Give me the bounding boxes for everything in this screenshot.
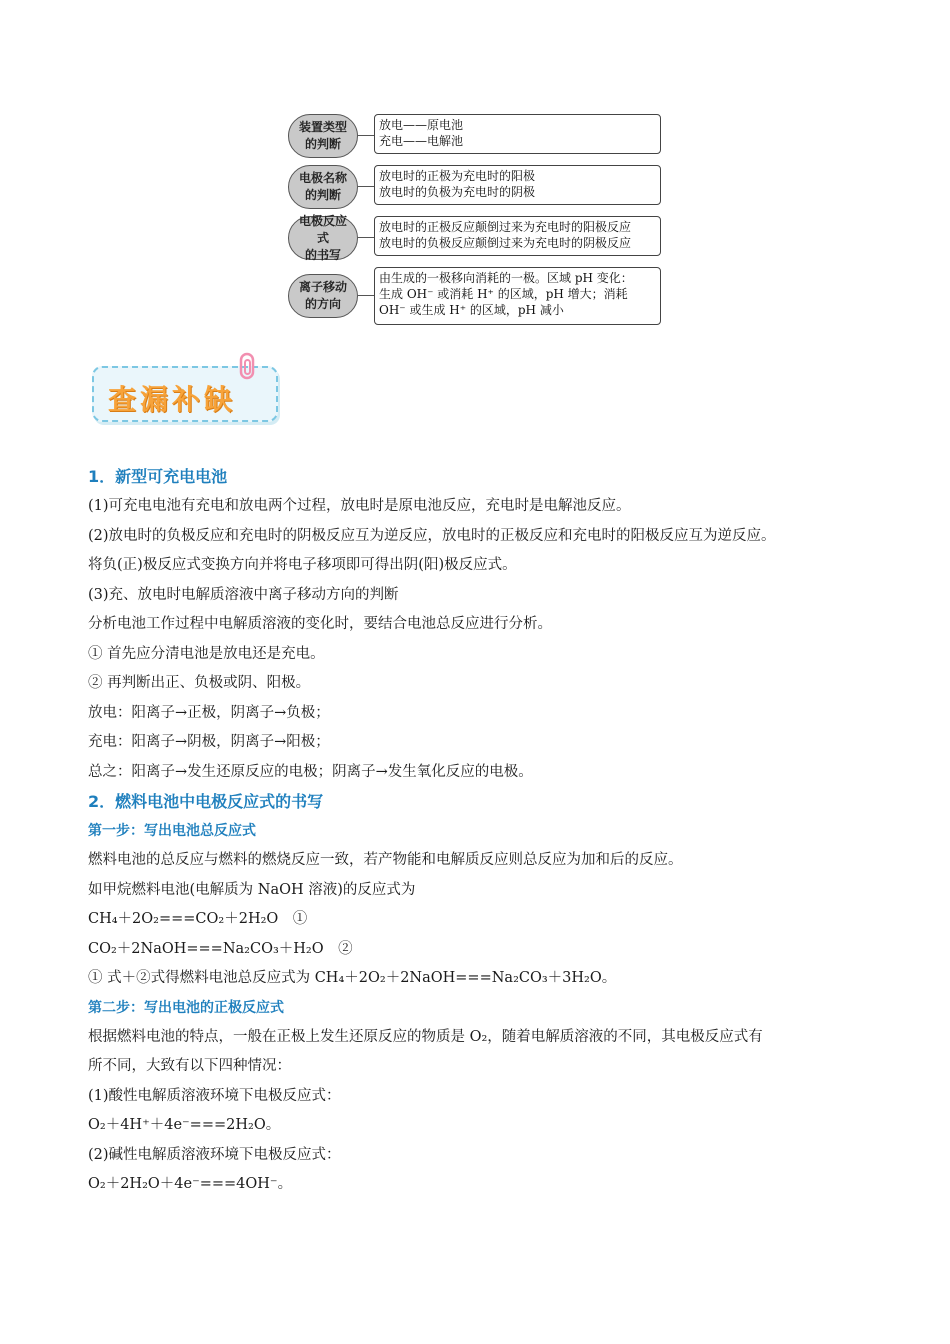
- paperclip-icon: [238, 352, 258, 382]
- map-label-line: 的书写: [304, 247, 341, 262]
- paragraph: (2)碱性电解质溶液环境下电极反应式：: [88, 1146, 341, 1163]
- equation: CO₂＋2NaOH===Na₂CO₃＋H₂O ②: [88, 940, 353, 957]
- equation: ① 式＋②式得燃料电池总反应式为 CH₄＋2O₂＋2NaOH===Na₂CO₃＋3H₂O。: [88, 970, 617, 986]
- paragraph: ② 再判断出正、负极或阴、阳极。: [88, 675, 311, 691]
- map-box: [374, 114, 661, 154]
- map-row-device-type: [288, 114, 663, 158]
- map-label: [288, 213, 358, 262]
- map-text-line: 放电时的正极反应颠倒过来为充电时的阳极反应: [379, 220, 632, 234]
- paragraph: 放电：阳离子→正极，阴离子→负极；: [88, 704, 330, 721]
- section-heading: 1．新型可充电电池: [88, 467, 228, 486]
- paragraph: 根据燃料电池的特点，一般在正极上发生还原反应的物质是 O₂，随着电解质溶液的不同，其电极反应式有: [88, 1028, 763, 1045]
- map-text-line: 充电——电解池: [379, 134, 464, 148]
- paragraph: ① 首先应分清电池是放电还是充电。: [88, 645, 325, 662]
- paragraph: 充电：阳离子→阴极，阴离子→阳极；: [88, 734, 330, 750]
- map-text-line: 放电时的负极反应颠倒过来为充电时的阴极反应: [379, 236, 632, 250]
- paragraph: 分析电池工作过程中电解质溶液的变化时，要结合电池总反应进行分析。: [88, 616, 552, 632]
- map-row-electrode-name: [288, 165, 663, 209]
- map-label: [288, 114, 358, 158]
- map-text-line: 放电——原电池: [379, 118, 464, 132]
- map-label-line: 的方向: [304, 297, 341, 311]
- paragraph: (3)充、放电时电解质溶液中离子移动方向的判断: [88, 586, 399, 603]
- map-text-line: 放电时的负极为充电时的阴极: [379, 185, 536, 199]
- paragraph: 如甲烷燃料电池(电解质为 NaOH 溶液)的反应式为: [88, 881, 416, 898]
- step-heading: 第一步：写出电池总反应式: [88, 823, 256, 839]
- section-banner: [88, 352, 284, 426]
- map-box: [374, 267, 661, 325]
- paragraph: 总之：阳离子→发生还原反应的电极；阴离子→发生氧化反应的电极。: [88, 763, 533, 780]
- map-connector: [358, 237, 374, 238]
- map-text-line: OH⁻ 或生成 H⁺ 的区域，pH 减小: [379, 303, 564, 317]
- map-connector: [358, 186, 374, 187]
- map-row-equation-writing: [288, 213, 663, 262]
- map-label-line: 的判断: [304, 137, 341, 151]
- map-label: [288, 274, 358, 318]
- map-label: [288, 165, 358, 209]
- map-row-ion-direction: [288, 267, 663, 325]
- map-connector: [358, 135, 374, 136]
- paragraph: 将负(正)极反应式变换方向并将电子移项即可得出阴(阳)极反应式。: [88, 557, 517, 573]
- step-heading: 第二步：写出电池的正极反应式: [88, 999, 284, 1016]
- map-text-line: 放电时的正极为充电时的阳极: [379, 169, 536, 183]
- map-label-line: 电极名称: [298, 171, 347, 185]
- paragraph: (1)可充电电池有充电和放电两个过程，放电时是原电池反应，充电时是电解池反应。: [88, 498, 631, 514]
- map-text-line: 由生成的一极移向消耗的一极。区域 pH 变化：: [379, 271, 633, 285]
- main-content: [88, 462, 878, 1200]
- equation: O₂＋4H⁺＋4e⁻===2H₂O。: [88, 1117, 281, 1133]
- paragraph: 燃料电池的总反应与燃料的燃烧反应一致，若产物能和电解质反应则总反应为加和后的反应。: [88, 852, 683, 868]
- banner-title: 查漏补缺: [108, 383, 237, 416]
- concept-map: [288, 114, 663, 332]
- map-label-line: 离子移动: [298, 280, 347, 294]
- equation: O₂＋2H₂O＋4e⁻===4OH⁻。: [88, 1176, 293, 1192]
- map-label-line: 的判断: [304, 188, 341, 202]
- map-label-line: 电极反应式: [298, 213, 347, 245]
- map-label-line: 装置类型: [298, 120, 347, 134]
- map-connector: [358, 295, 374, 296]
- map-text-line: 生成 OH⁻ 或消耗 H⁺ 的区域，pH 增大；消耗: [379, 287, 628, 301]
- paragraph: (1)酸性电解质溶液环境下电极反应式：: [88, 1087, 341, 1104]
- section-heading: 2．燃料电池中电极反应式的书写: [88, 792, 324, 811]
- paragraph: 所不同，大致有以下四种情况：: [88, 1058, 291, 1074]
- equation: CH₄＋2O₂===CO₂＋2H₂O ①: [88, 911, 308, 927]
- map-box: [374, 216, 661, 256]
- paragraph: (2)放电时的负极反应和充电时的阴极反应互为逆反应，放电时的正极反应和充电时的阳极反应互为逆反应。: [88, 527, 776, 544]
- map-box: [374, 165, 661, 205]
